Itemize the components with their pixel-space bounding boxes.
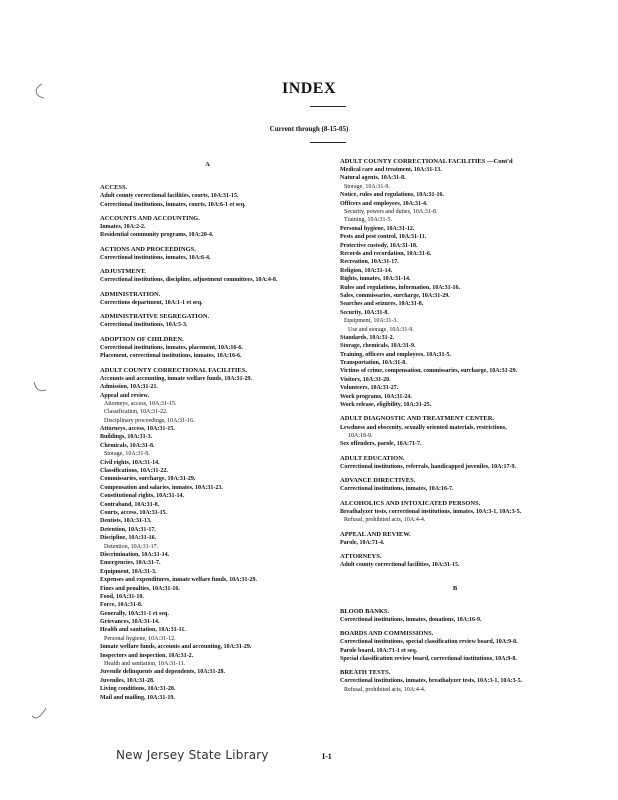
entry-heading: ADMINISTRATION. bbox=[100, 290, 161, 298]
entry-subline: Classification, 10A:31-22. bbox=[104, 409, 168, 416]
entry-line: Work programs, 10A:31-24. bbox=[340, 393, 412, 400]
entry-line: Contraband, 10A:31-8. bbox=[100, 501, 160, 508]
margin-mark bbox=[30, 706, 48, 724]
entry-heading: BREATH TESTS. bbox=[340, 669, 391, 677]
entry-line: Constitutional rights, 10A:31-14. bbox=[100, 493, 185, 500]
entry-line: Force, 10A:31-8. bbox=[100, 602, 143, 609]
index-entry bbox=[100, 214, 315, 240]
index-entry bbox=[100, 267, 315, 284]
entry-line: Rights, inmates, 10A:31-14. bbox=[340, 276, 411, 283]
entry-line: Admission, 10A:31-21. bbox=[100, 384, 158, 391]
entry-line: Adult county correctional facilities, courts, 10A:31-15. bbox=[100, 193, 239, 200]
entry-line: Religion, 10A:31-14. bbox=[340, 267, 393, 274]
entry-line: Victims of crime, compensation, commissaries, surcharge, 10A:31-29. bbox=[340, 368, 518, 375]
index-entry bbox=[100, 183, 315, 209]
entry-line: Accounts and accounting, inmate welfare funds, 10A:31-29. bbox=[100, 375, 253, 382]
entry-subline: Disciplinary proceedings, 10A:31-16. bbox=[104, 417, 195, 424]
entry-line: Living conditions, 10A:31-28. bbox=[100, 686, 176, 693]
entry-line: Adult county correctional facilities, 10A:31-15. bbox=[340, 562, 460, 569]
entry-line: Correctional institutions, inmates, donations, 10A:16-9. bbox=[340, 616, 482, 623]
entry-line: Personal hygiene, 10A:31-12. bbox=[340, 225, 415, 232]
entry-subline: Use and storage, 10A:31-9. bbox=[348, 326, 414, 333]
entry-line: Expenses and expenditures, inmate welfare funds, 10A:31-29. bbox=[100, 577, 257, 584]
entry-line: Notice, rules and regulations, 10A:31-16. bbox=[340, 192, 445, 199]
entry-line: Correctional institutions, inmates, courts, 10A:6-1 et seq. bbox=[100, 201, 246, 208]
entry-line: Juvenile delinquents and dependents, 10A:31-28. bbox=[100, 669, 226, 676]
entry-line: Compensation and salaries, inmates, 10A:31-23. bbox=[100, 484, 223, 491]
title-divider bbox=[310, 106, 346, 107]
entry-line: Commissaries, surcharge, 10A:31-29. bbox=[100, 476, 196, 483]
index-column-right bbox=[340, 157, 570, 699]
section-letter: A bbox=[205, 161, 210, 168]
margin-mark bbox=[30, 82, 48, 100]
entry-line: Medical care and treatment, 10A:31-13. bbox=[340, 167, 442, 174]
entry-heading: ACCOUNTS AND ACCOUNTING. bbox=[100, 214, 200, 222]
index-entry bbox=[100, 312, 315, 329]
entry-heading: ACTIONS AND PROCEEDINGS. bbox=[100, 245, 196, 253]
entry-line: Discipline, 10A:31-16. bbox=[100, 535, 157, 542]
entry-list bbox=[100, 183, 315, 702]
entry-line: Correctional institutions, inmates, breathalyzer tests, 10A:3-1, 10A:3-5. bbox=[340, 678, 523, 685]
entry-line: Pests and pest control, 10A:31-11. bbox=[340, 234, 427, 241]
entry-heading: BLOOD BANKS. bbox=[340, 607, 390, 615]
entry-subline: 10A:18-9. bbox=[348, 432, 373, 439]
entry-line: Mail and mailing, 10A:31-19. bbox=[100, 694, 175, 701]
index-entry bbox=[340, 476, 570, 493]
index-entry bbox=[340, 499, 570, 525]
entry-heading: ACCESS. bbox=[100, 184, 128, 192]
index-entry bbox=[340, 157, 570, 409]
entry-heading: ATTORNEYS. bbox=[340, 553, 382, 561]
entry-line: Visitors, 10A:31-20. bbox=[340, 376, 391, 383]
entry-subline: Attorneys, access, 10A:31-15. bbox=[104, 400, 177, 407]
subtitle-divider bbox=[310, 142, 346, 143]
entry-line: Officers and employees, 10A:31-4. bbox=[340, 200, 428, 207]
entry-line: Food, 10A:31-10. bbox=[100, 593, 144, 600]
entry-line: Correctional institutions, referrals, handicapped juveniles, 10A:17-9. bbox=[340, 463, 516, 470]
entry-line: Protective custody, 10A:31-18. bbox=[340, 242, 418, 249]
entry-line: Emergencies, 10A:31-7. bbox=[100, 560, 161, 567]
entry-line: Generally, 10A:31-1 et seq. bbox=[100, 610, 169, 617]
index-entry bbox=[100, 366, 315, 702]
entry-heading: ADMINISTRATIVE SEGREGATION. bbox=[100, 313, 210, 321]
entry-line: Attorneys, access, 10A:31-15. bbox=[100, 426, 175, 433]
entry-subline: Equipment, 10A:31-3. bbox=[344, 318, 398, 325]
entry-line: Appeal and review. bbox=[100, 392, 150, 399]
section-letter: B bbox=[452, 584, 458, 592]
entry-line: Civil rights, 10A:31-14. bbox=[100, 459, 160, 466]
entry-line: Parole, 10A:71-4. bbox=[340, 539, 385, 546]
entry-line: Recreation, 10A:31-17. bbox=[340, 259, 399, 266]
entry-subline: Refusal, prohibited acts, 10A:4-4. bbox=[344, 517, 426, 524]
entry-subline: Security, powers and duties, 10A:31-8. bbox=[344, 209, 438, 216]
page-number: I-1 bbox=[322, 752, 332, 761]
entry-line: Correctional institutions, discipline, adjustment committees, 10A:4-8. bbox=[100, 277, 278, 284]
entry-line: Correctional institutions, 10A:5-3. bbox=[100, 322, 188, 329]
entry-subline: Storage, 10A:31-9. bbox=[344, 183, 390, 190]
index-entry bbox=[100, 245, 315, 262]
page-title: INDEX bbox=[281, 80, 337, 97]
entry-line: Training, officers and employees, 10A:31-5. bbox=[340, 351, 452, 358]
entry-line: Special classification review board, correctional institutions, 10A:9-8. bbox=[340, 655, 517, 662]
index-entry bbox=[340, 552, 570, 569]
entry-line: Parole board, 10A:71-1 et seq. bbox=[340, 647, 418, 654]
entry-line: Work release, eligibility, 10A:31-25. bbox=[340, 402, 432, 409]
entry-line: Grievances, 10A:31-14. bbox=[100, 619, 160, 626]
entry-line: Searches and seizures, 10A:31-8. bbox=[340, 301, 424, 308]
entry-line: Residential community programs, 10A:20-4. bbox=[100, 232, 214, 239]
entry-line: Inmates, 10A:2-2. bbox=[100, 224, 146, 231]
entry-heading: ADULT COUNTY CORRECTIONAL FACILITIES —Cont'd bbox=[340, 158, 513, 165]
entry-heading: ADULT EDUCATION. bbox=[340, 454, 405, 462]
entry-line: Sales, commissaries, surcharge, 10A:31-29. bbox=[340, 292, 450, 299]
entry-line: Lewdness and obscenity, sexually oriented materials, restrictions, bbox=[340, 424, 507, 431]
entry-heading: ADULT COUNTY CORRECTIONAL FACILITIES. bbox=[100, 366, 248, 374]
index-column-left bbox=[100, 160, 315, 707]
entry-line: Courts, access, 10A:31-15. bbox=[100, 510, 168, 516]
currency-note: Current through (8-15-05) bbox=[269, 125, 349, 133]
index-entry bbox=[340, 414, 570, 448]
entry-line: Inspectors and inspection, 10A:31-2. bbox=[100, 652, 194, 659]
entry-list bbox=[340, 607, 570, 695]
entry-line: Detention, 10A:31-17. bbox=[100, 526, 156, 533]
entry-line: Juveniles, 10A:31-28. bbox=[100, 677, 155, 684]
entry-subline: Refusal, prohibited acts, 10A:4-4. bbox=[344, 686, 426, 693]
entry-line: Rules and regulations, information, 10A:31-16. bbox=[340, 284, 461, 291]
entry-line: Discrimination, 10A:31-14. bbox=[100, 551, 170, 558]
entry-line: Records and recordation, 10A:31-6. bbox=[340, 251, 432, 257]
entry-line: Dentists, 10A:31-13. bbox=[100, 518, 152, 525]
entry-heading: ADULT DIAGNOSTIC AND TREATMENT CENTER. bbox=[340, 415, 495, 423]
entry-list bbox=[340, 157, 570, 570]
entry-line: Natural agents, 10A:31-8. bbox=[340, 175, 406, 182]
entry-heading: APPEAL AND REVIEW. bbox=[340, 530, 411, 538]
entry-subline: Health and sanitation, 10A:31-11. bbox=[104, 661, 186, 668]
index-entry bbox=[340, 668, 570, 694]
entry-line: Correctional institutions, inmates, 10A:6-4. bbox=[100, 254, 211, 261]
entry-line: Placement, correctional institutions, inmates, 10A:16-6. bbox=[100, 353, 242, 360]
entry-heading: BOARDS AND COMMISSIONS. bbox=[340, 630, 434, 638]
entry-line: Equipment, 10A:31-3. bbox=[100, 568, 157, 575]
index-entry bbox=[340, 607, 570, 624]
entry-heading: ALCOHOLICS AND INTOXICATED PERSONS. bbox=[340, 499, 481, 507]
entry-subline: Detention, 10A:31-17. bbox=[104, 543, 159, 550]
entry-line: Inmate welfare funds, accounts and accounting, 10A:31-29. bbox=[100, 644, 252, 651]
entry-line: Transportation, 10A:31-8. bbox=[340, 360, 407, 367]
entry-line: Correctional institutions, inmates, 10A:16-7. bbox=[340, 486, 454, 493]
entry-line: Classifications, 10A:31-22. bbox=[100, 468, 168, 475]
entry-line: Health and sanitation, 10A:31-11. bbox=[100, 627, 186, 634]
entry-line: Storage, chemicals, 10A:31-9. bbox=[340, 343, 416, 350]
index-entry bbox=[340, 530, 570, 547]
entry-heading: ADVANCE DIRECTIVES. bbox=[340, 477, 416, 485]
entry-subline: Personal hygiene, 10A:31-12. bbox=[104, 635, 176, 642]
library-watermark: New Jersey State Library bbox=[116, 748, 269, 762]
index-entry bbox=[100, 335, 315, 361]
entry-line: Breathalyzer tests, correctional institutions, inmates, 10A:3-1, 10A:3-5. bbox=[340, 508, 522, 515]
entry-subline: Storage, 10A:31-9. bbox=[104, 451, 150, 458]
entry-line: Corrections department, 10A:1-1 et seq. bbox=[100, 299, 203, 306]
entry-heading: ADOPTION OF CHILDREN. bbox=[100, 335, 184, 343]
entry-line: Correctional institutions, special classification review board, 10A:9-8. bbox=[340, 639, 518, 646]
entry-line: Fines and penalties, 10A:31-16. bbox=[100, 585, 180, 592]
entry-line: Security, 10A:31-8. bbox=[340, 309, 389, 316]
entry-line: Chemicals, 10A:31-8. bbox=[100, 442, 155, 449]
index-entry bbox=[100, 290, 315, 307]
entry-line: Standards, 10A:31-2. bbox=[340, 334, 395, 341]
entry-line: Correctional institutions, inmates, placement, 10A:16-6. bbox=[100, 344, 243, 351]
entry-line: Volunteers, 10A:31-27. bbox=[340, 385, 399, 392]
entry-line: Sex offenders, parole, 10A:71-7. bbox=[340, 441, 422, 448]
entry-line: Buildings, 10A:31-3. bbox=[100, 434, 153, 441]
index-entry bbox=[340, 629, 570, 663]
margin-mark bbox=[30, 380, 48, 398]
entry-heading: ADJUSTMENT. bbox=[100, 268, 146, 276]
entry-subline: Training, 10A:31-5. bbox=[344, 217, 392, 224]
index-entry bbox=[340, 454, 570, 471]
